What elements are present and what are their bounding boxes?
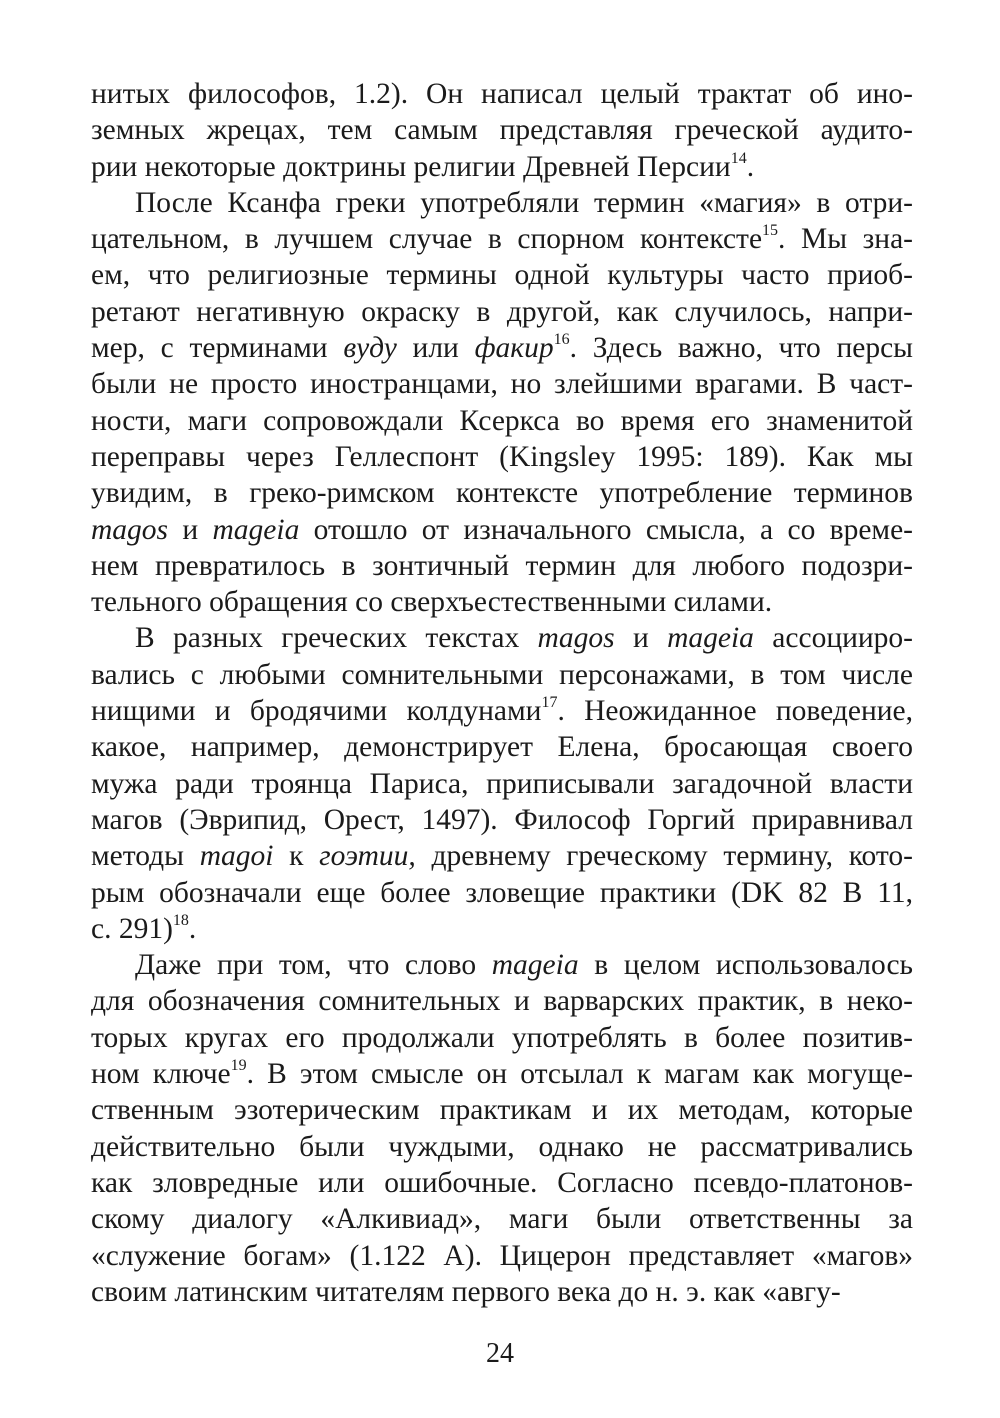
italic-term: гоэтии, xyxy=(319,840,416,873)
text-line xyxy=(91,947,913,983)
text-run: торых кругах его продолжали употреблять в более позитив- xyxy=(91,1021,913,1054)
text-line xyxy=(91,911,913,947)
page-number: 24 xyxy=(486,1338,514,1369)
text-line xyxy=(91,620,913,656)
text-run: В разных греческих текстах xyxy=(135,622,538,655)
text-run: магов (Эврипид, Орест, 1497). Философ Горгий приравнивал xyxy=(91,803,913,836)
footnote-ref: 17 xyxy=(541,694,558,712)
text-line xyxy=(91,693,913,729)
text-run: и xyxy=(614,622,668,655)
italic-term: mageia xyxy=(491,949,579,982)
text-line xyxy=(91,149,913,185)
text-run: ассоцииро- xyxy=(753,622,914,655)
text-run: рии некоторые доктрины религии Древней Персии xyxy=(91,150,731,183)
italic-term: mageia xyxy=(667,622,754,655)
text-run: методы xyxy=(91,840,200,873)
text-line xyxy=(91,330,913,366)
text-line xyxy=(91,76,913,112)
text-run: вались с любыми сомнительными персонажами, в том числе xyxy=(91,658,913,691)
text-run: ем, что религиозные термины одной культуры часто приоб- xyxy=(91,259,913,292)
text-line xyxy=(91,439,913,475)
text-line xyxy=(91,1092,913,1128)
text-line xyxy=(91,1165,913,1201)
text-line xyxy=(91,1020,913,1056)
text-line xyxy=(91,729,913,765)
text-line xyxy=(91,657,913,693)
text-line xyxy=(91,512,913,548)
text-line xyxy=(91,1201,913,1237)
text-run: древнему греческому термину, кото- xyxy=(415,840,913,873)
italic-term: magos xyxy=(537,622,615,655)
text-run: Даже при том, что слово xyxy=(135,949,492,982)
paragraph xyxy=(91,947,913,1310)
footnote-ref: 14 xyxy=(730,149,747,167)
italic-term: факир xyxy=(474,332,554,365)
text-line xyxy=(91,983,913,1019)
text-run: к xyxy=(273,840,320,873)
text-line xyxy=(91,838,913,874)
text-run: какое, например, демонстрирует Елена, бросающая своего xyxy=(91,731,913,764)
text-run: нем превратилось в зонтичный термин для любого подозри- xyxy=(91,549,913,582)
text-run: ном ключе xyxy=(91,1058,231,1091)
paragraph xyxy=(91,620,913,947)
text-line xyxy=(91,1056,913,1092)
text-run: земных жрецах, тем самым представляя греческой аудито- xyxy=(91,114,913,147)
paragraph xyxy=(91,185,913,621)
text-line xyxy=(91,185,913,221)
text-run: и xyxy=(168,513,213,546)
text-run: . xyxy=(188,912,197,945)
text-line xyxy=(91,221,913,257)
italic-term: mageia xyxy=(212,513,300,546)
body-text xyxy=(91,76,913,1310)
text-run: ретают негативную окраску в другой, как случилось, напри- xyxy=(91,295,913,328)
text-run: «служение богам» (1.122 A). Цицерон представляет «магов» xyxy=(91,1239,913,1272)
text-run: отошло от изначального смысла, а со време- xyxy=(299,513,913,546)
text-run: ности, маги сопровождали Ксеркса во время его знаменитой xyxy=(91,404,913,437)
text-run: мужа ради троянца Париса, приписывали загадочной власти xyxy=(91,767,913,800)
text-run: . Мы зна- xyxy=(778,223,913,256)
text-run: После Ксанфа греки употребляли термин «магия» в отри- xyxy=(135,186,913,219)
footnote-ref: 16 xyxy=(553,331,570,349)
text-line xyxy=(91,294,913,330)
text-line xyxy=(91,875,913,911)
italic-term: вуду xyxy=(343,332,397,365)
text-run: своим латинским читателям первого века до н. э. как «авгу- xyxy=(91,1275,841,1308)
text-line xyxy=(91,584,913,620)
text-run: ственным эзотерическим практикам и их методам, которые xyxy=(91,1094,913,1127)
footnote-ref: 18 xyxy=(172,911,189,929)
text-run: переправы через Геллеспонт (Kingsley 1995: 189). Как мы xyxy=(91,440,913,473)
text-run: с. 291) xyxy=(91,912,173,945)
italic-term: magos xyxy=(91,513,169,546)
text-line xyxy=(91,112,913,148)
text-line xyxy=(91,1238,913,1274)
italic-term: magoi xyxy=(199,840,274,873)
text-run: для обозначения сомнительных и варварских практик, в неко- xyxy=(91,985,913,1018)
text-run: увидим, в греко-римском контексте употребление терминов xyxy=(91,477,913,510)
text-run: скому диалогу «Алкивиад», маги были ответственны за xyxy=(91,1203,913,1236)
footnote-ref: 19 xyxy=(230,1057,247,1075)
text-run: как зловредные или ошибочные. Согласно псевдо-платонов- xyxy=(91,1166,913,1199)
text-run: нищими и бродячими колдунами xyxy=(91,695,542,728)
text-line xyxy=(91,366,913,402)
text-line xyxy=(91,403,913,439)
text-line xyxy=(91,766,913,802)
paragraph xyxy=(91,76,913,185)
text-run: . xyxy=(746,150,755,183)
text-line xyxy=(91,257,913,293)
text-run: действительно были чуждыми, однако не рассматривались xyxy=(91,1130,913,1163)
text-run: . В этом смысле он отсылал к магам как могуще- xyxy=(246,1058,913,1091)
text-run: в целом использовалось xyxy=(578,949,914,982)
text-line xyxy=(91,548,913,584)
footnote-ref: 15 xyxy=(762,222,779,240)
text-run: нитых философов, 1.2). Он написал целый трактат об ино- xyxy=(91,78,913,110)
text-run: или xyxy=(396,332,475,365)
text-line xyxy=(91,475,913,511)
text-run: рым обозначали еще более зловещие практики (DK 82 B 11, xyxy=(91,876,913,909)
text-run: . Неожиданное поведение, xyxy=(557,695,913,728)
text-line xyxy=(91,1274,913,1310)
text-line xyxy=(91,802,913,838)
text-run: цательном, в лучшем случае в спорном контексте xyxy=(91,223,763,256)
text-run: . Здесь важно, что персы xyxy=(569,332,914,365)
text-run: мер, с терминами xyxy=(91,332,344,365)
text-line xyxy=(91,1129,913,1165)
text-run: тельного обращения со сверхъестественными силами. xyxy=(91,586,773,619)
text-run: были не просто иностранцами, но злейшими врагами. В част- xyxy=(91,368,913,401)
